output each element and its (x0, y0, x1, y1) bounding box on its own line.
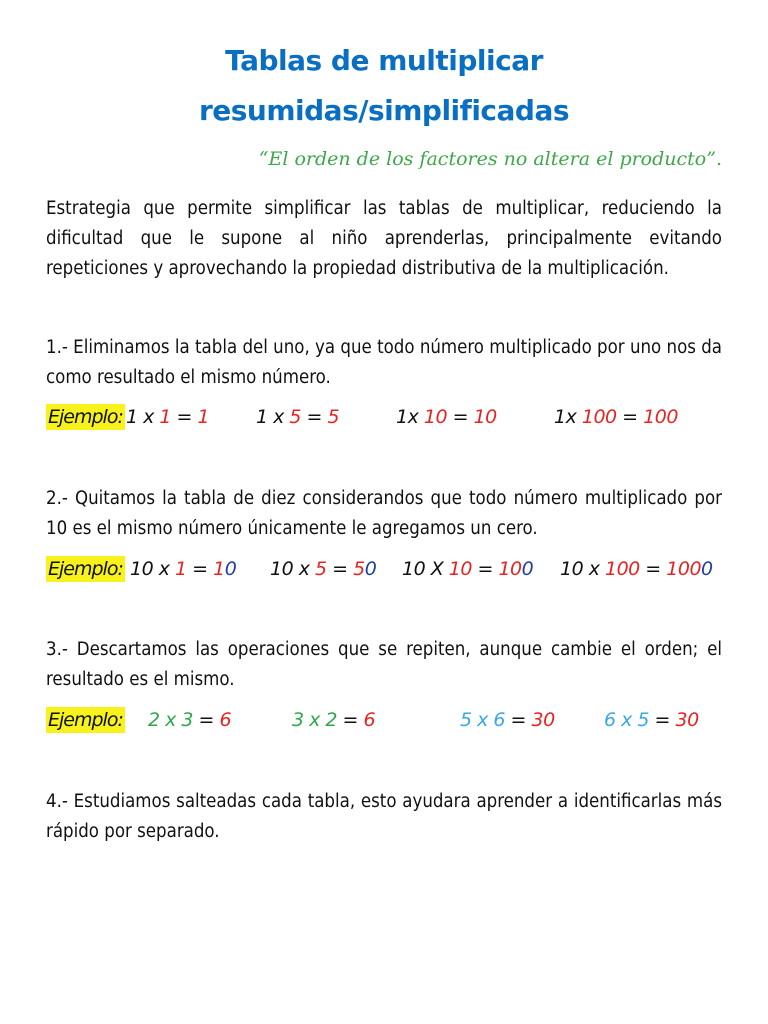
equation-part: 100 (581, 406, 617, 428)
equation-part: 6 x 5 (604, 709, 649, 731)
page-title-line-2: resumidas/simplificadas (198, 94, 570, 127)
example-equation (126, 401, 209, 433)
equation-part: = (447, 406, 474, 428)
equation-part: 100 (666, 558, 702, 580)
equation-part: = (326, 558, 354, 580)
example-equation (148, 704, 231, 736)
section-3-text: 3.- Descartamos las operaciones que se repiten, aunque cambie el orden; el resultado es el mismo. (46, 639, 722, 690)
equation-part: 0 (521, 558, 534, 580)
equation-part: 5 (327, 406, 340, 428)
section-3-examples (46, 704, 736, 736)
equation-part: 2 x 3 (148, 709, 193, 731)
equation-part: 1 x (256, 406, 290, 428)
equation-part: 1x (396, 406, 424, 428)
example-equation (130, 553, 236, 585)
equation-part: = (301, 406, 328, 428)
equation-part: 100 (605, 558, 640, 580)
example-equation (560, 553, 713, 585)
equation-part: 5 (289, 406, 302, 428)
example-equation (604, 704, 699, 736)
section-4-text: 4.- Estudiamos salteadas cada tabla, esto ayudara aprender a identificarlas más rápido por separado. (46, 791, 722, 842)
equation-part: 1 (159, 406, 172, 428)
intro-paragraph: Estrategia que permite simplificar las tablas de multiplicar, reduciendo la dificultad que le supone al niño aprenderlas, principalmente evitando repeticiones y aprovechando la propiedad distributiva de la multiplicación. (46, 198, 722, 279)
example-label: Ejemplo: (48, 709, 123, 731)
equation-part: 10 x (130, 558, 175, 580)
example-equation (396, 401, 497, 433)
equation-part: 5 (353, 558, 365, 580)
equation-part: 10 (498, 558, 522, 580)
equation-part: = (471, 558, 499, 580)
equation-part: 10 (423, 406, 448, 428)
equation-part: = (505, 709, 532, 731)
section-2-examples (46, 553, 736, 585)
equation-part: 1 (213, 558, 225, 580)
section-2-text: 2.- Quitamos la tabla de diez considerandos que todo número multiplicado por 10 es el mismo número únicamente le agregamos un cero. (46, 488, 722, 539)
equation-part: 0 (364, 558, 377, 580)
equation-part: 3 x 2 (292, 709, 337, 731)
equation-part: 0 (224, 558, 237, 580)
equation-part: = (193, 709, 220, 731)
example-label: Ejemplo: (48, 558, 123, 580)
example-equation (554, 401, 678, 433)
equation-part: = (616, 406, 644, 428)
equation-part: 30 (675, 709, 699, 731)
equation-part: 30 (531, 709, 555, 731)
equation-part: 1 (197, 406, 210, 428)
equation-part: 10 (448, 558, 472, 580)
example-equation (256, 401, 339, 433)
equation-part: 1 (175, 558, 187, 580)
equation-part: 100 (643, 406, 678, 428)
equation-part: 5 x 6 (460, 709, 505, 731)
equation-part: 5 (315, 558, 327, 580)
equation-part: 10 X (402, 558, 449, 580)
equation-part: 0 (701, 558, 713, 580)
equation-part: = (649, 709, 676, 731)
equation-part: = (337, 709, 364, 731)
equation-part: = (186, 558, 214, 580)
example-label: Ejemplo: (48, 406, 123, 428)
equation-part: 1x (554, 406, 582, 428)
example-equation (402, 553, 533, 585)
equation-part: 6 (219, 709, 232, 731)
section-1-text: 1.- Eliminamos la tabla del uno, ya que todo número multiplicado por uno nos da como resultado el mismo número. (46, 337, 722, 388)
example-equation (292, 704, 375, 736)
equation-part: 6 (363, 709, 376, 731)
equation-part: = (639, 558, 667, 580)
equation-part: 1 x (126, 406, 160, 428)
quote: “El orden de los factores no altera el producto”. (258, 148, 722, 170)
section-1-examples (46, 401, 736, 433)
page-title-line-1: Tablas de multiplicar (225, 44, 543, 77)
example-equation (270, 553, 376, 585)
equation-part: = (171, 406, 198, 428)
equation-part: 10 (473, 406, 497, 428)
equation-part: 10 x (560, 558, 605, 580)
example-equation (460, 704, 555, 736)
equation-part: 10 x (270, 558, 315, 580)
